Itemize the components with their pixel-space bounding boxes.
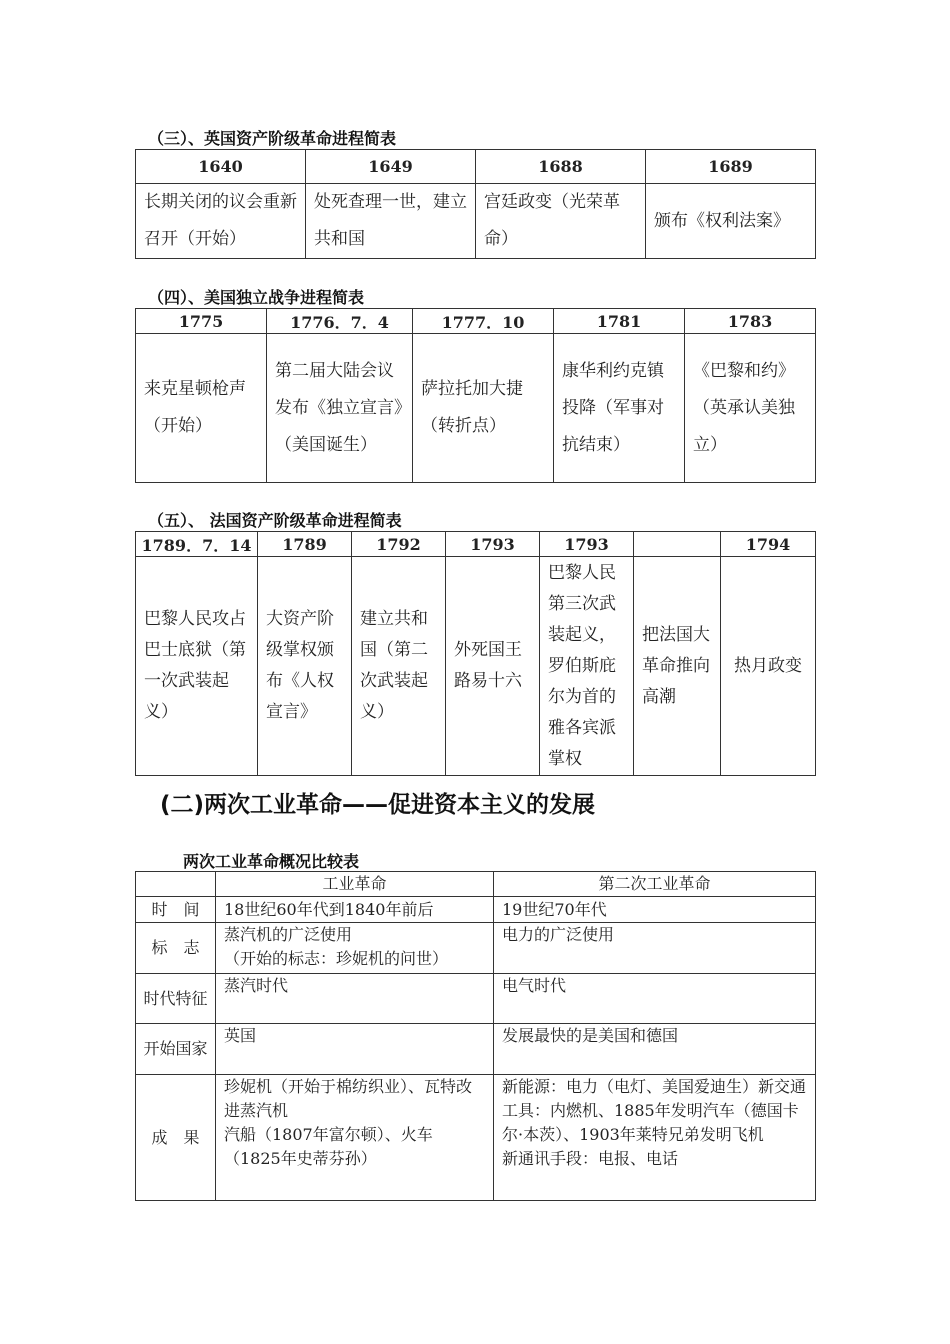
table-cell: 康华利约克镇投降（军事对抗结束） <box>554 334 685 483</box>
row-label: 开始国家 <box>136 1024 216 1075</box>
france-revolution-table <box>135 531 816 776</box>
table-header: 1792 <box>352 532 446 557</box>
table-header: 1793 <box>540 532 634 557</box>
table-cell: 颁布《权利法案》 <box>646 184 816 259</box>
table-header: 1794 <box>721 532 816 557</box>
table-header: 1793 <box>446 532 540 557</box>
table-cell: 珍妮机（开始于棉纺织业）、瓦特改进蒸汽机 汽船（1807年富尔顿）、火车（1825年史蒂芬孙） <box>216 1075 494 1201</box>
row-label: 标 志 <box>136 923 216 974</box>
table-cell: 巴黎人民攻占巴士底狱（第一次武装起义） <box>136 557 258 776</box>
table-header: 1776．7．4 <box>267 309 413 334</box>
table-cell: 第二届大陆会议发布《独立宣言》（美国诞生） <box>267 334 413 483</box>
table-cell: 新能源：电力（电灯、美国爱迪生）新交通工具：内燃机、1885年发明汽车（德国卡尔·本茨）、1903年莱特兄弟发明飞机 新通讯手段：电报、电话 <box>494 1075 816 1201</box>
industrial-revolution-table <box>135 871 816 1201</box>
table-cell: 发展最快的是美国和德国 <box>494 1024 816 1075</box>
table-cell: 电气时代 <box>494 974 816 1024</box>
table-cell: 巴黎人民第三次武装起义，罗伯斯庇尔为首的雅各宾派掌权 <box>540 557 634 776</box>
row-label: 时 间 <box>136 897 216 923</box>
table-header <box>634 532 721 557</box>
table-cell: 英国 <box>216 1024 494 1075</box>
table-cell: 电力的广泛使用 <box>494 923 816 974</box>
america-independence-table <box>135 308 816 483</box>
comparison-title: 两次工业革命概况比较表 <box>183 852 360 871</box>
column-header: 工业革命 <box>216 872 494 897</box>
table-cell: 蒸汽机的广泛使用 （开始的标志：珍妮机的问世） <box>216 923 494 974</box>
table-cell: 把法国大革命推向高潮 <box>634 557 721 776</box>
table-cell: 大资产阶级掌权颁布《人权宣言》 <box>258 557 352 776</box>
table-header: 1789 <box>258 532 352 557</box>
column-header: 第二次工业革命 <box>494 872 816 897</box>
table-header: 1781 <box>554 309 685 334</box>
england-revolution-table <box>135 149 816 259</box>
section5-title: （五）、 法国资产阶级革命进程简表 <box>148 511 402 530</box>
table-header: 1640 <box>136 150 306 184</box>
table-cell: 萨拉托加大捷（转折点） <box>413 334 554 483</box>
table-cell: 来克星顿枪声（开始） <box>136 334 267 483</box>
table-header: 1689 <box>646 150 816 184</box>
table-header: 1783 <box>685 309 816 334</box>
table-cell: 宫廷政变（光荣革命） <box>476 184 646 259</box>
table-cell: 蒸汽时代 <box>216 974 494 1024</box>
table-header: 1649 <box>306 150 476 184</box>
table-cell: 19世纪70年代 <box>494 897 816 923</box>
table-cell: 建立共和国（第二次武装起义） <box>352 557 446 776</box>
table-cell: 外死国王路易十六 <box>446 557 540 776</box>
section-heading: (二)两次工业革命——促进资本主义的发展 <box>160 792 596 818</box>
table-header: 1775 <box>136 309 267 334</box>
corner-cell <box>136 872 216 897</box>
section3-title: （三）、英国资产阶级革命进程简表 <box>148 129 397 148</box>
table-header: 1777．10 <box>413 309 554 334</box>
section4-title: （四）、美国独立战争进程简表 <box>148 288 365 307</box>
row-label: 时代特征 <box>136 974 216 1024</box>
table-header: 1688 <box>476 150 646 184</box>
table-cell: 处死查理一世，建立共和国 <box>306 184 476 259</box>
table-header: 1789．7．14 <box>136 532 258 557</box>
table-cell: 热月政变 <box>721 557 816 776</box>
table-cell: 《巴黎和约》（英承认美独立） <box>685 334 816 483</box>
table-cell: 18世纪60年代到1840年前后 <box>216 897 494 923</box>
table-cell: 长期关闭的议会重新召开（开始） <box>136 184 306 259</box>
row-label: 成 果 <box>136 1075 216 1201</box>
